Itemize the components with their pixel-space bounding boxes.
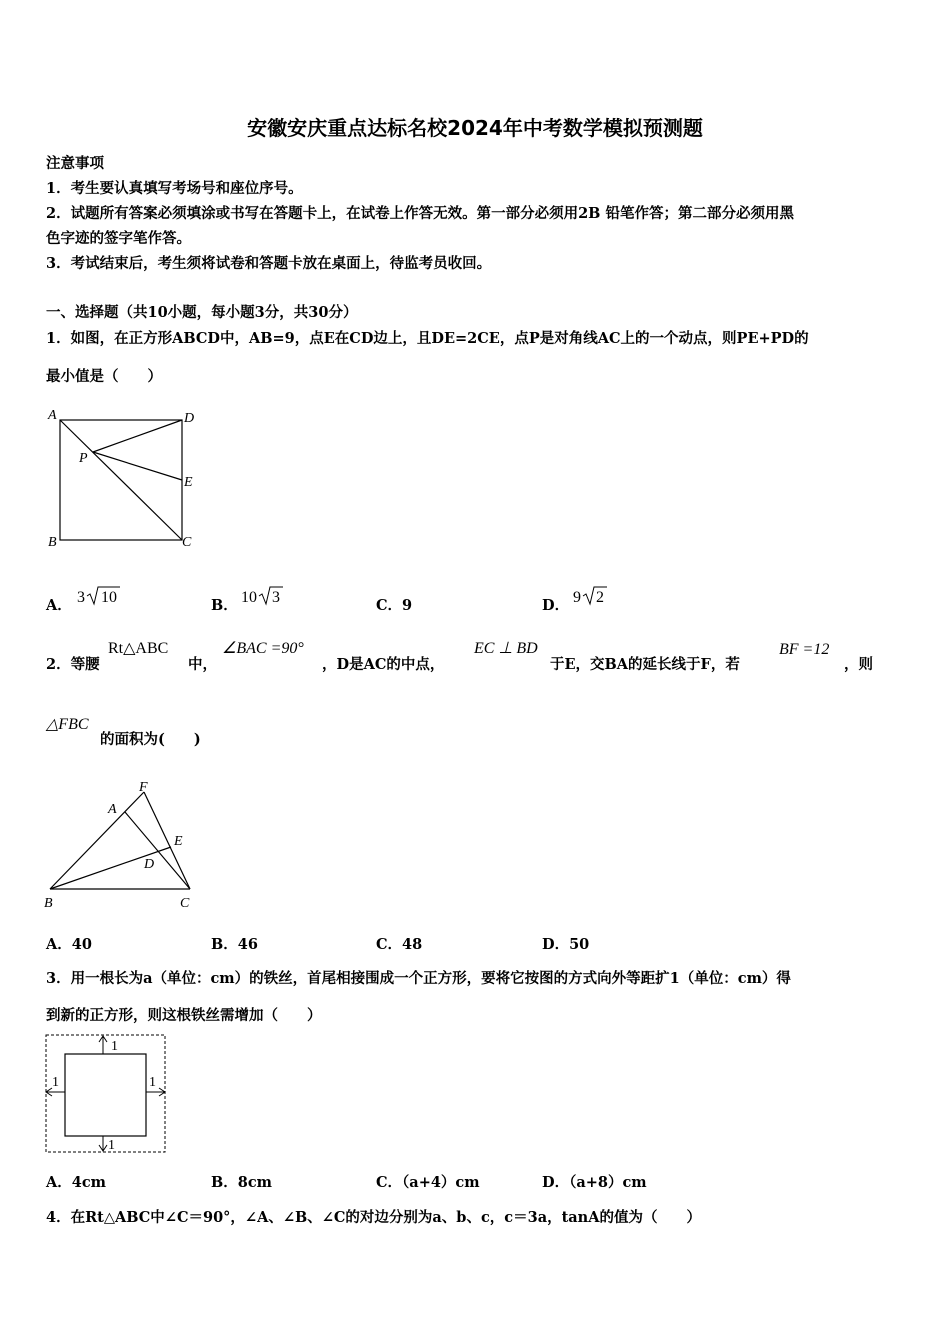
q3-option-b[interactable] — [211, 1171, 272, 1192]
label-b: B — [44, 896, 53, 911]
option-letter: D． — [542, 1174, 570, 1191]
diagonal-ac — [60, 420, 182, 540]
label-d: D — [184, 411, 195, 426]
label-d: D — [144, 857, 155, 872]
option-value: （a+8）cm — [569, 1174, 647, 1191]
segment-bf — [50, 792, 144, 889]
q1-option-a[interactable] — [46, 594, 72, 615]
label-c: C — [180, 896, 190, 911]
q1-option-a-math — [74, 583, 130, 609]
inner-square — [65, 1054, 146, 1136]
radicand: 3 — [272, 589, 280, 606]
option-letter: B． — [211, 1174, 238, 1191]
question-1-text-cont: 最小值是（ ） — [46, 368, 162, 385]
option-value: 48 — [402, 936, 423, 953]
option-letter: A． — [46, 597, 72, 614]
note-item: 色字迹的签字笔作答。 — [46, 230, 191, 247]
question-2-text-cont: 的面积为( ) — [100, 731, 201, 748]
q3-option-d[interactable] — [542, 1171, 647, 1192]
option-value: 8cm — [237, 1174, 273, 1191]
coef: 10 — [241, 589, 257, 606]
label-b: B — [48, 535, 57, 550]
coef: 3 — [77, 589, 85, 606]
option-letter: C． — [376, 1174, 403, 1191]
q1-option-b-math — [238, 583, 288, 609]
coef: 9 — [573, 589, 581, 606]
q2-option-c[interactable] — [376, 933, 422, 954]
label-f: F — [139, 780, 148, 795]
question-2-mid2: ，D是AC的中点， — [322, 656, 445, 673]
question-2-mid1: 中， — [188, 656, 217, 673]
label-bottom: 1 — [108, 1138, 115, 1153]
option-letter: D． — [542, 936, 570, 953]
question-1-text: 1．如图，在正方形ABCD中，AB=9，点E在CD边上，且DE=2CE，点P是对角线AC上的一个动点，则PE+PD的 — [46, 330, 809, 347]
question-3-text: 3．用一根长为a（单位：cm）的铁丝，首尾相接围成一个正方形，要将它按图的方式向外等距扩1（单位：cm）得 — [46, 970, 791, 987]
question-4-text: 4．在Rt△ABC中∠C＝90°，∠A、∠B、∠C的对边分别为a、b、c，c＝3a，tanA的值为（ ） — [46, 1209, 701, 1226]
notes-heading: 注意事项 — [46, 155, 104, 172]
q2-math-angle: ∠BAC =90° — [222, 640, 304, 657]
q1-option-d[interactable] — [542, 594, 569, 615]
q2-option-d[interactable] — [542, 933, 589, 954]
segment-fc — [144, 792, 190, 889]
q2-math-rt: Rt△ABC — [108, 640, 169, 657]
segment-ac — [125, 812, 190, 889]
q1-figure — [40, 400, 210, 560]
radicand: 2 — [596, 589, 604, 606]
q2-math-bf: BF =12 — [779, 641, 830, 658]
note-item: 2．试题所有答案必须填涂或书写在答题卡上，在试卷上作答无效。第一部分必须用2B 铅笔作答；第二部分必须用黑 — [46, 205, 794, 222]
radicand: 10 — [101, 589, 117, 606]
outer-square-dashed — [46, 1035, 165, 1152]
label-e: E — [174, 834, 183, 849]
q2-math-tri: △FBC — [46, 716, 89, 733]
q1-option-b[interactable] — [211, 594, 238, 615]
option-value: 4cm — [71, 1174, 107, 1191]
label-top: 1 — [111, 1039, 118, 1054]
option-value: （a+4）cm — [402, 1174, 480, 1191]
note-item: 1．考生要认真填写考场号和座位序号。 — [46, 180, 303, 197]
section-heading: 一、选择题（共10小题，每小题3分，共30分） — [46, 304, 358, 321]
question-3-text-cont: 到新的正方形，则这根铁丝需增加（ ） — [46, 1007, 322, 1024]
option-letter: B． — [211, 597, 238, 614]
option-value: 9 — [402, 597, 413, 614]
q2-figure — [40, 772, 210, 917]
question-2-mid3: 于E，交BA的延长线于F，若 — [550, 656, 740, 673]
option-letter: A． — [46, 1174, 72, 1191]
q1-option-c[interactable] — [376, 594, 412, 615]
q3-option-c[interactable] — [376, 1171, 480, 1192]
option-letter: A． — [46, 936, 72, 953]
label-a: A — [48, 408, 57, 423]
option-letter: B． — [211, 936, 238, 953]
option-value: 50 — [569, 936, 590, 953]
question-2-prefix: 2．等腰 — [46, 656, 100, 673]
q2-option-a[interactable] — [46, 933, 92, 954]
option-value: 40 — [71, 936, 92, 953]
label-e: E — [184, 475, 193, 490]
option-letter: C． — [376, 597, 403, 614]
option-value: 46 — [237, 936, 258, 953]
option-letter: D． — [542, 597, 570, 614]
q2-math-perp: EC ⊥ BD — [474, 640, 538, 657]
q2-option-b[interactable] — [211, 933, 258, 954]
page-title: 安徽安庆重点达标名校2024年中考数学模拟预测题 — [247, 116, 703, 140]
q3-figure — [40, 1030, 172, 1158]
q1-option-d-math — [570, 583, 614, 609]
segment-pd — [93, 420, 182, 452]
label-left: 1 — [52, 1075, 59, 1090]
label-right: 1 — [149, 1075, 156, 1090]
option-letter: C． — [376, 936, 403, 953]
label-p: P — [79, 451, 88, 466]
note-item: 3．考试结束后，考生须将试卷和答题卡放在桌面上，待监考员收回。 — [46, 255, 492, 272]
label-a: A — [108, 802, 117, 817]
label-c: C — [182, 535, 192, 550]
q3-option-a[interactable] — [46, 1171, 106, 1192]
question-2-suffix: ，则 — [844, 656, 873, 673]
